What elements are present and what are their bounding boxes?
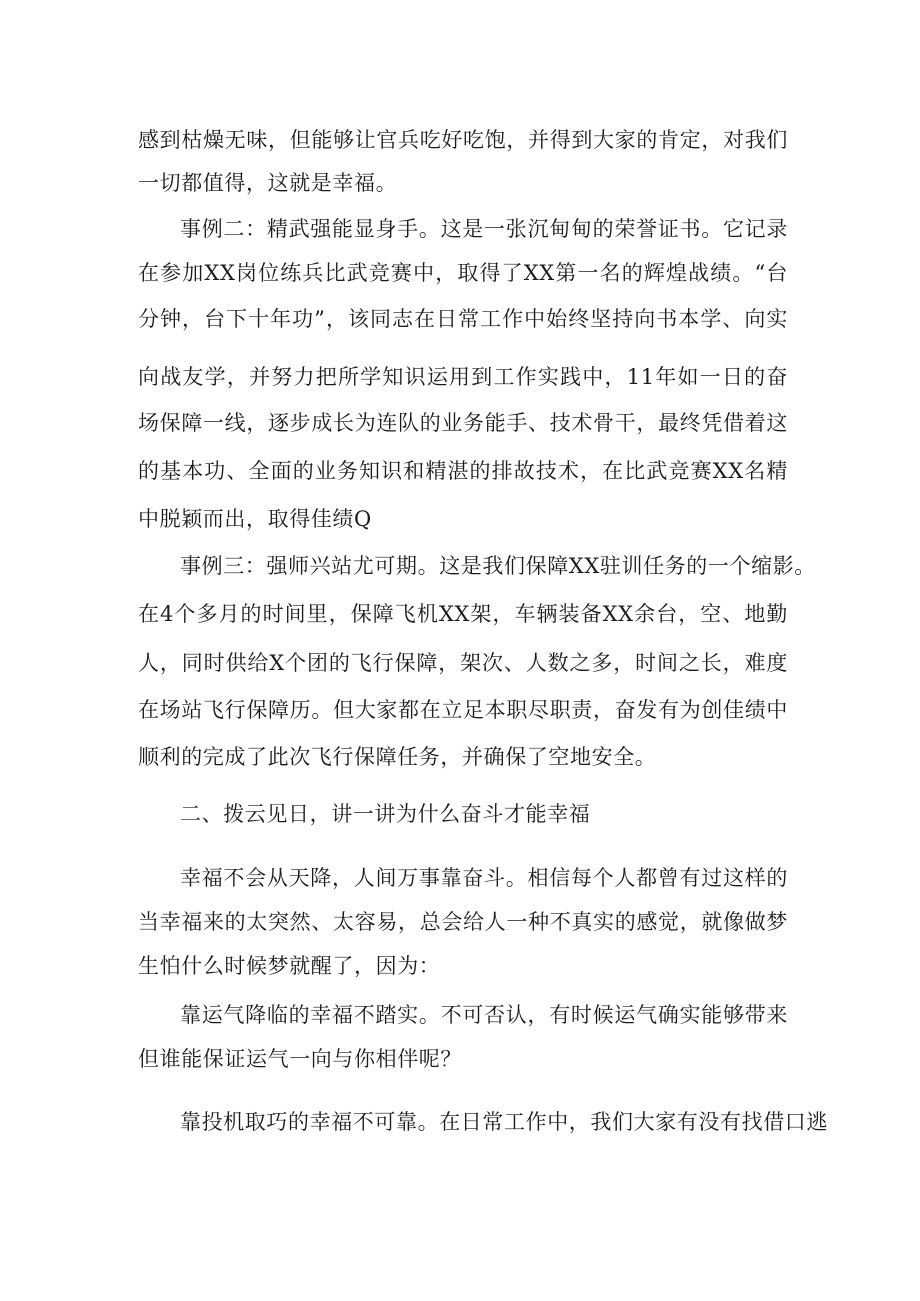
text-line-16: 幸福不会从天降，人间万事靠奋斗。相信每个人都曾有过这样的 (180, 866, 788, 890)
text-line-21: 靠投机取巧的幸福不可靠。在日常工作中，我们大家有没有找借口逃 (180, 1110, 828, 1134)
text-line-7: 场保障一线，逐步成长为连队的业务能手、技术骨干，最终凭借着这 (138, 411, 788, 435)
text-line-8: 的基本功、全面的业务知识和精湛的排故技术，在比武竞赛XX名精 (138, 459, 788, 483)
text-line-20: 但谁能保证运气一向与你相伴呢？ (138, 1047, 462, 1071)
section-heading: 二、拨云见日，讲一讲为什么奋斗才能幸福 (180, 802, 591, 826)
text-line-19: 靠运气降临的幸福不踏实。不可否认，有时候运气确实能够带来 (180, 1003, 788, 1027)
text-line-14: 顺利的完成了此次飞行保障任务，并确保了空地安全。 (138, 745, 657, 769)
text-line-12: 人，同时供给X个团的飞行保障，架次、人数之多，时间之长，难度 (138, 651, 788, 675)
text-line-2: 一切都值得，这就是幸福。 (138, 171, 398, 195)
text-line-1: 感到枯燥无味，但能够让官兵吃好吃饱，并得到大家的肯定，对我们 (138, 128, 788, 152)
text-line-9: 中脱颖而出，取得佳绩Q (138, 507, 372, 531)
text-line-4: 在参加XX岗位练兵比武竞赛中，取得了XX第一名的辉煌战绩。“台 (138, 261, 788, 285)
text-line-6: 向战友学，并努力把所学知识运用到工作实践中，11年如一日的奋 (138, 365, 788, 389)
text-line-3: 事例二：精武强能显身手。这是一张沉甸甸的荣誉证书。它记录 (180, 217, 788, 241)
text-line-13: 在场站飞行保障历。但大家都在立足本职尽职责，奋发有为创佳绩中 (138, 698, 788, 722)
text-line-5: 分钟，台下十年功”，该同志在日常工作中始终坚持向书本学、向实 (138, 307, 788, 331)
text-line-11: 在4个多月的时间里，保障飞机XX架，车辆装备XX余台，空、地勤 (138, 602, 788, 626)
text-line-17: 当幸福来的太突然、太容易，总会给人一种不真实的感觉，就像做梦 (138, 910, 788, 934)
text-line-10: 事例三：强师兴站尤可期。这是我们保障XX驻训任务的一个缩影。 (180, 554, 816, 578)
text-line-18: 生怕什么时候梦就醒了，因为： (138, 954, 441, 978)
